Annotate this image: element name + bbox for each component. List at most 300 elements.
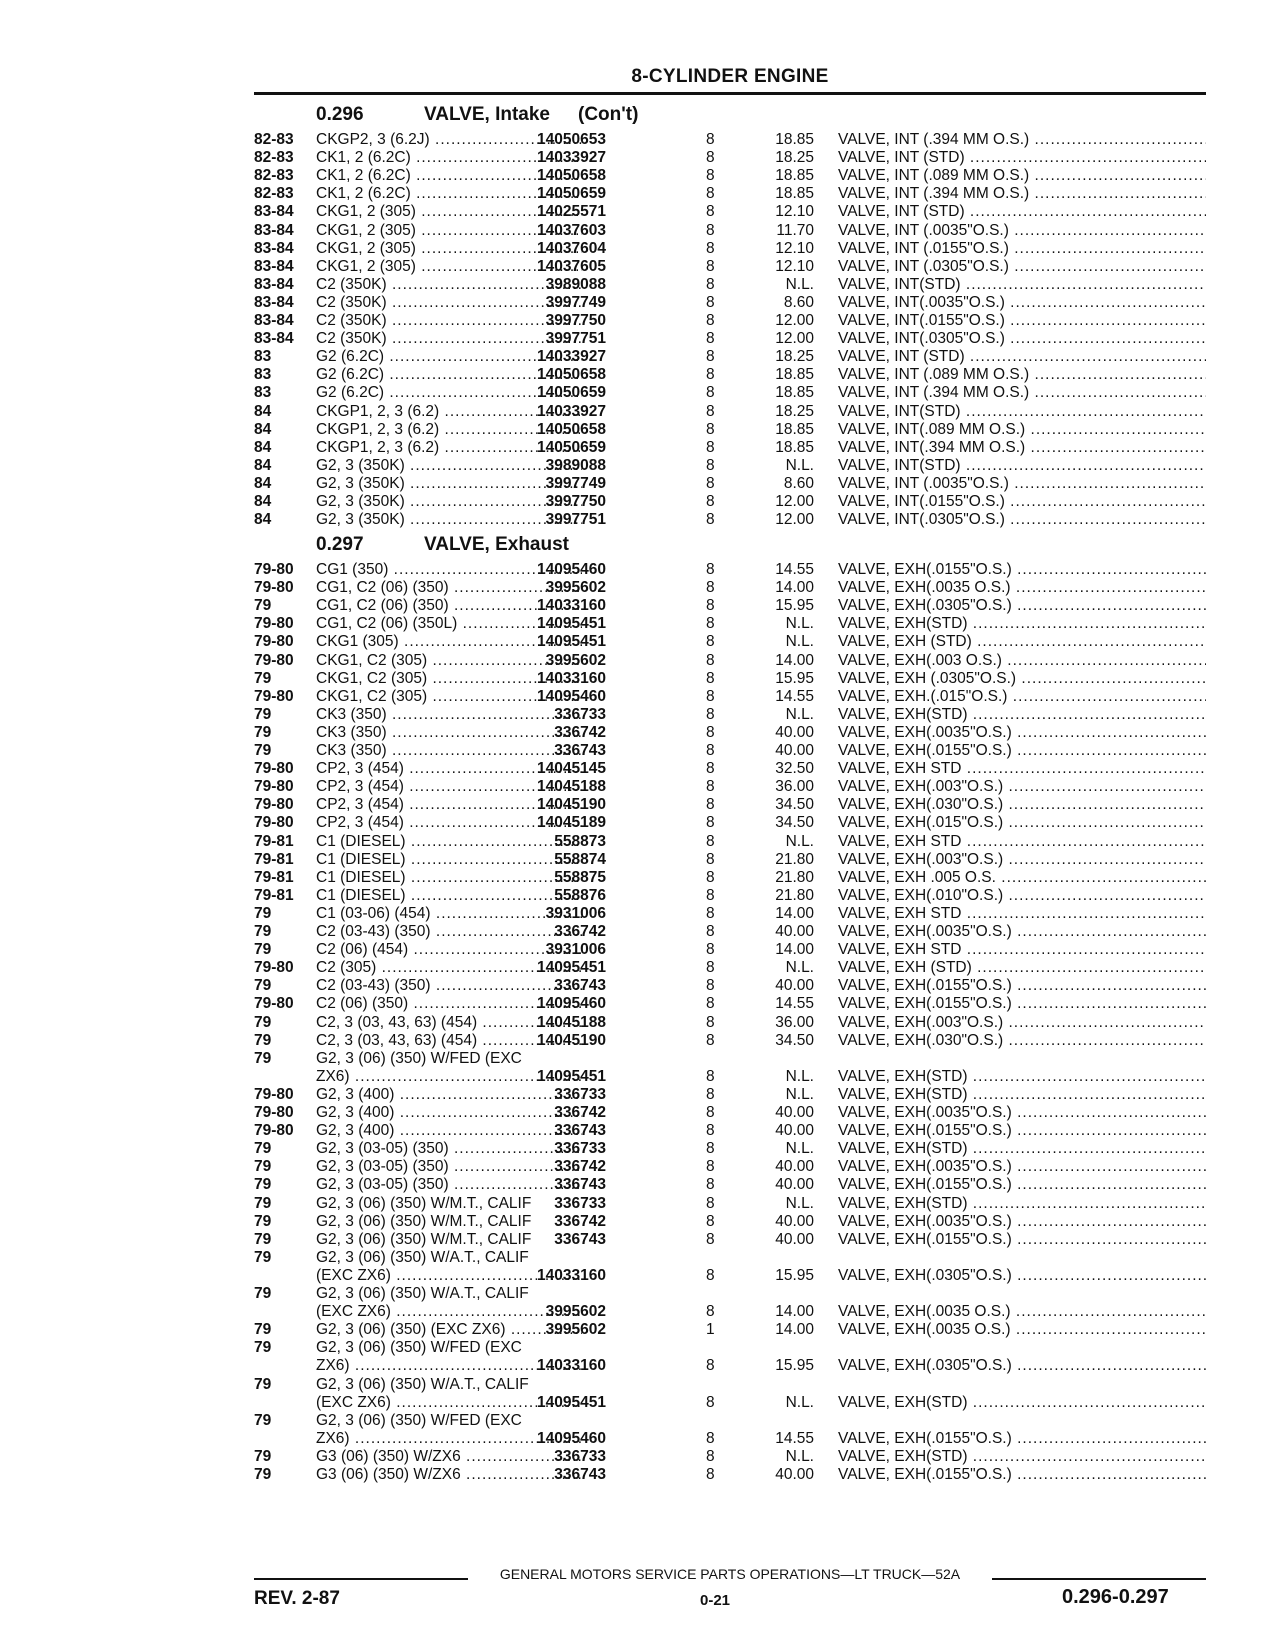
model-cell: C2 (350K) ..... [316,276,582,294]
table-row [254,403,1206,421]
quantity-cell: 8 [706,814,715,832]
year-cell: 79-80 [254,633,294,651]
price-cell: 18.25 [775,149,814,167]
quantity-cell: 8 [706,1212,715,1230]
model-cell: C2 (305) ..... [316,959,582,977]
year-cell: 79 [254,705,272,723]
part-number-cell: 3989088 [545,275,606,293]
price-cell: 21.80 [775,886,814,904]
table-row [254,1213,1206,1231]
quantity-cell: 8 [706,579,715,597]
description-cell: VALVE, EXH(.0155"O.S.) ..... [838,742,1206,760]
quantity-cell: 8 [706,778,715,796]
table-row [254,1412,1206,1430]
part-number-cell: 3931006 [545,941,606,959]
table-row [254,384,1206,402]
quantity-cell: 8 [706,456,715,474]
description-cell: VALVE, EXH(.030"O.S.) ..... [838,1032,1206,1050]
table-row [254,724,1206,742]
table-row [254,1285,1206,1303]
model-cell: ZX6) ..... [316,1430,582,1448]
quantity-cell: 8 [706,1104,715,1121]
description-cell: VALVE, EXH STD ..... [838,760,1206,778]
description-cell: VALVE, EXH(STD) ..... [838,1195,1206,1213]
table-row [254,511,1206,529]
year-cell: 79 [254,1140,272,1158]
quantity-cell: 8 [706,293,715,311]
part-number-cell: 336743 [554,977,606,995]
year-cell: 79 [254,669,272,687]
price-cell: 12.10 [775,203,814,221]
price-cell: N.L. [785,1447,814,1465]
model-cell: G2, 3 (400) ..... [316,1104,582,1122]
model-cell: C1 (DIESEL) ..... [316,869,582,887]
table-row [254,1448,1206,1466]
description-cell: VALVE, EXH(.030"O.S.) ..... [838,796,1206,814]
quantity-cell: 8 [706,167,715,185]
part-number-cell: 14033160 [537,1357,606,1375]
quantity-cell: 1 [706,1321,715,1339]
table-row [254,1249,1206,1267]
year-cell: 79 [254,904,272,922]
part-number-cell: 336743 [554,1176,606,1194]
part-number-cell: 14045189 [537,814,606,832]
year-cell: 83-84 [254,221,294,239]
price-cell: 12.10 [775,257,814,275]
model-cell: CKG1, 2 (305) ..... [316,203,582,221]
model-cell: C1 (DIESEL) ..... [316,851,582,869]
price-cell: 12.00 [775,511,814,529]
table-row [254,887,1206,905]
price-cell: 14.00 [775,579,814,597]
part-number-cell: 3997749 [545,474,606,492]
price-cell: 18.85 [775,366,814,384]
model-cell: C2 (03-43) (350) ..... [316,977,582,995]
price-cell: 14.00 [775,1303,814,1321]
model-cell: CKGP1, 2, 3 (6.2) ..... [316,403,582,421]
quantity-cell: 8 [706,760,715,778]
section-title [316,534,569,556]
section-title [316,104,638,126]
description-cell: VALVE, INT(STD) ..... [838,457,1206,475]
year-cell: 79 [254,1176,272,1194]
table-row [254,258,1206,276]
description-cell: VALVE, EXH(STD) ..... [838,1448,1206,1466]
year-cell: 84 [254,474,272,492]
model-cell: C2, 3 (03, 43, 63) (454) ..... [316,1014,582,1032]
description-cell: VALVE, INT (.0305"O.S.) ..... [838,258,1206,276]
table-row [254,493,1206,511]
part-number-cell: 558875 [554,868,606,886]
quantity-cell: 8 [706,669,715,687]
part-number-cell: 336743 [554,1466,606,1483]
table-row [254,923,1206,941]
year-cell: 79 [254,1285,272,1302]
table-row [254,869,1206,887]
quantity-cell: 8 [706,633,715,651]
part-number-cell: 14037605 [537,257,606,275]
price-cell: 18.85 [775,185,814,203]
model-cell: G2, 3 (06) (350) W/M.T., CALIF [316,1194,532,1212]
year-cell: 79-80 [254,615,294,633]
footer-rule-left [254,1578,468,1580]
year-cell: 79-80 [254,651,294,669]
description-cell: VALVE, EXH(.015"O.S.) ..... [838,814,1206,832]
quantity-cell: 8 [706,868,715,886]
table-row [254,276,1206,294]
table-row [254,977,1206,995]
header-rule [254,92,1206,95]
table-row [254,1339,1206,1357]
description-cell: VALVE, EXH(.0155"O.S.) ..... [838,1430,1206,1448]
model-cell: CK3 (350) ..... [316,706,582,724]
model-cell: G2, 3 (03-05) (350) ..... [316,1140,582,1158]
table-row [254,149,1206,167]
section-name: VALVE, Exhaust [424,534,569,555]
description-cell: VALVE, EXH(.003"O.S.) ..... [838,778,1206,796]
part-number-cell: 3989088 [545,456,606,474]
part-number-cell: 14045188 [537,778,606,796]
table-row [254,1122,1206,1140]
year-cell: 82-83 [254,167,294,185]
quantity-cell: 8 [706,511,715,529]
year-cell: 79 [254,1194,272,1212]
part-number-cell: 14095451 [537,615,606,633]
model-cell: CKG1 (305) ..... [316,633,582,651]
price-cell: 18.85 [775,420,814,438]
model-cell: CKG1, C2 (305) ..... [316,670,582,688]
quantity-cell: 8 [706,687,715,705]
model-cell: C2 (03-43) (350) ..... [316,923,582,941]
part-number-cell: 336733 [554,705,606,723]
price-cell: 8.60 [783,293,814,311]
quantity-cell: 8 [706,131,715,148]
model-cell: ZX6) ..... [316,1357,582,1375]
price-cell: 18.25 [775,402,814,420]
table-row [254,1140,1206,1158]
description-cell: VALVE, INT (STD) ..... [838,203,1206,221]
quantity-cell: 8 [706,886,715,904]
table-row [254,1158,1206,1176]
table-row [254,814,1206,832]
quantity-cell: 8 [706,239,715,257]
model-cell: G2, 3 (06) (350) W/A.T., CALIF [316,1248,529,1266]
price-cell: 40.00 [775,1104,814,1121]
price-cell: 18.25 [775,348,814,366]
footer-rule-right [992,1578,1206,1580]
part-number-cell: 14033927 [537,348,606,366]
price-cell: 11.70 [776,221,814,239]
price-cell: 15.95 [775,669,814,687]
year-cell: 83-84 [254,257,294,275]
price-cell: 34.50 [775,814,814,832]
model-cell: G2, 3 (06) (350) W/M.T., CALIF [316,1212,532,1230]
description-cell: VALVE, INT (STD) ..... [838,149,1206,167]
year-cell: 79 [254,1411,272,1429]
model-cell: CKG1, 2 (305) ..... [316,240,582,258]
description-cell: VALVE, INT(.394 MM O.S.) ..... [838,439,1206,457]
table-row [254,167,1206,185]
part-number-cell: 14045190 [537,796,606,814]
price-cell: N.L. [785,1085,814,1103]
year-cell: 83-84 [254,312,294,329]
description-cell: VALVE, EXH(.0035 O.S.) ..... [838,1321,1206,1339]
year-cell: 79 [254,941,272,959]
quantity-cell: 8 [706,1230,715,1248]
price-cell: 12.10 [775,239,814,257]
table-row [254,1430,1206,1448]
quantity-cell: 8 [706,257,715,275]
quantity-cell: 8 [706,995,715,1013]
table-row [254,796,1206,814]
model-cell: ZX6) ..... [316,1068,582,1086]
description-cell: VALVE, INT (.394 MM O.S.) ..... [838,384,1206,402]
part-number-cell: 558873 [554,832,606,850]
table-row [254,1195,1206,1213]
year-cell: 84 [254,456,272,474]
description-cell: VALVE, EXH STD ..... [838,905,1206,923]
part-number-cell: 14095460 [537,995,606,1013]
year-cell: 83 [254,384,272,402]
price-cell: 40.00 [775,923,814,940]
part-number-cell: 14095460 [537,1429,606,1447]
model-cell: C2, 3 (03, 43, 63) (454) ..... [316,1032,582,1050]
table-row [254,1466,1206,1484]
year-cell: 83 [254,366,272,384]
model-cell: (EXC ZX6) ..... [316,1303,582,1321]
price-cell: N.L. [785,959,814,977]
model-cell: CK1, 2 (6.2C) ..... [316,167,582,185]
quantity-cell: 8 [706,1122,715,1140]
part-number-cell: 336742 [554,1212,606,1230]
part-number-cell: 558876 [554,886,606,904]
description-cell: VALVE, EXH(.0035"O.S.) ..... [838,923,1206,941]
quantity-cell: 8 [706,1013,715,1031]
part-number-cell: 336742 [554,1104,606,1121]
part-number-cell: 3995602 [545,579,606,597]
price-cell: 21.80 [775,868,814,886]
price-cell: 40.00 [775,1230,814,1248]
table-row [254,941,1206,959]
description-cell: VALVE, EXH(STD) ..... [838,615,1206,633]
year-cell: 79 [254,1158,272,1176]
model-cell: CK3 (350) ..... [316,742,582,760]
table-row [254,652,1206,670]
description-cell: VALVE, EXH(.0035"O.S.) ..... [838,724,1206,742]
description-cell: VALVE, EXH(.0155"O.S.) ..... [838,1122,1206,1140]
table-row [254,778,1206,796]
quantity-cell: 8 [706,1031,715,1049]
year-cell: 79-81 [254,832,294,850]
part-number-cell: 14045188 [537,1013,606,1031]
quantity-cell: 8 [706,149,715,167]
table-row [254,131,1206,149]
model-cell: G2, 3 (350K) ..... [316,511,582,529]
year-cell: 79-80 [254,760,294,778]
part-number-cell: 558874 [554,850,606,868]
year-cell: 83-84 [254,239,294,257]
part-number-cell: 3997751 [545,330,606,348]
footer-center-text: GENERAL MOTORS SERVICE PARTS OPERATIONS—LT TRUCK—52A [499,1566,961,1582]
price-cell: 14.00 [775,651,814,669]
year-cell: 79 [254,742,272,759]
quantity-cell: 8 [706,742,715,759]
table-row [254,1014,1206,1032]
continued-label: (Con't) [578,104,639,125]
part-number-cell: 14033160 [537,669,606,687]
year-cell: 84 [254,493,272,510]
table-row [254,742,1206,760]
model-cell: CK1, 2 (6.2C) ..... [316,149,582,167]
price-cell: N.L. [785,705,814,723]
table-row [254,185,1206,203]
model-cell: CP2, 3 (454) ..... [316,760,582,778]
year-cell: 79-80 [254,995,294,1013]
section-range: 0.296-0.297 [1062,1586,1169,1608]
description-cell: VALVE, EXH(.003"O.S.) ..... [838,851,1206,869]
description-cell: VALVE, INT (.0035"O.S.) ..... [838,222,1206,240]
quantity-cell: 8 [706,1176,715,1194]
part-number-cell: 14050659 [537,438,606,456]
table-row [254,203,1206,221]
year-cell: 83-84 [254,330,294,348]
description-cell: VALVE, INT(.0305"O.S.) ..... [838,511,1206,529]
year-cell: 79-81 [254,850,294,868]
price-cell: N.L. [785,1194,814,1212]
quantity-cell: 8 [706,185,715,203]
price-cell: 18.85 [775,167,814,185]
part-number-cell: 14033927 [537,149,606,167]
description-cell: VALVE, INT (.0155"O.S.) ..... [838,240,1206,258]
model-cell: CKGP2, 3 (6.2J) ..... [316,131,582,149]
year-cell: 79-80 [254,778,294,796]
description-cell: VALVE, EXH(.0155"O.S.) ..... [838,561,1206,579]
year-cell: 79-80 [254,814,294,832]
model-cell: CP2, 3 (454) ..... [316,814,582,832]
part-number-cell: 14037604 [537,239,606,257]
table-row [254,851,1206,869]
model-cell: G2, 3 (06) (350) W/A.T., CALIF [316,1285,529,1302]
table-row [254,1376,1206,1394]
price-cell: 40.00 [775,1176,814,1194]
model-cell: CKG1, 2 (305) ..... [316,258,582,276]
price-cell: 14.00 [775,904,814,922]
part-number-cell: 336733 [554,1085,606,1103]
year-cell: 79 [254,1447,272,1465]
year-cell: 79 [254,1375,272,1393]
part-number-cell: 3997751 [545,511,606,529]
part-number-cell: 3995602 [545,1321,606,1339]
model-cell: G2 (6.2C) ..... [316,348,582,366]
description-cell: VALVE, EXH(.010"O.S.) ..... [838,887,1206,905]
part-number-cell: 14095451 [537,1067,606,1085]
model-cell: G2, 3 (06) (350) W/FED (EXC [316,1411,522,1429]
quantity-cell: 8 [706,850,715,868]
part-number-cell: 336743 [554,1122,606,1140]
year-cell: 79 [254,1049,272,1067]
section-number: 0.296 [316,104,364,125]
description-cell: VALVE, EXH(.0155"O.S.) ..... [838,1176,1206,1194]
model-cell: G2, 3 (350K) ..... [316,475,582,493]
table-row [254,1303,1206,1321]
description-cell: VALVE, EXH(.0035"O.S.) ..... [838,1104,1206,1122]
table-row [254,330,1206,348]
table-row [254,439,1206,457]
table-row [254,959,1206,977]
quantity-cell: 8 [706,402,715,420]
model-cell: C2 (06) (350) ..... [316,995,582,1013]
description-cell: VALVE, EXH(.0155"O.S.) ..... [838,995,1206,1013]
model-cell: G2, 3 (06) (350) W/FED (EXC [316,1339,522,1357]
table-row [254,312,1206,330]
model-cell: C2 (350K) ..... [316,294,582,312]
quantity-cell: 8 [706,1067,715,1085]
price-cell: 40.00 [775,1466,814,1483]
quantity-cell: 8 [706,1466,715,1483]
price-cell: N.L. [785,615,814,633]
quantity-cell: 8 [706,1393,715,1411]
quantity-cell: 8 [706,330,715,348]
year-cell: 79-80 [254,1104,294,1121]
model-cell: CK3 (350) ..... [316,724,582,742]
year-cell: 79 [254,1031,272,1049]
price-cell: N.L. [785,275,814,293]
year-cell: 79 [254,723,272,741]
price-cell: 40.00 [775,1212,814,1230]
model-cell: G2, 3 (03-05) (350) ..... [316,1176,582,1194]
description-cell: VALVE, INT (STD) ..... [838,348,1206,366]
table-row [254,240,1206,258]
model-cell: G2, 3 (400) ..... [316,1086,582,1104]
quantity-cell: 8 [706,384,715,402]
quantity-cell: 8 [706,221,715,239]
part-number-cell: 336733 [554,1447,606,1465]
description-cell: VALVE, EXH(.0155"O.S.) ..... [838,1466,1206,1484]
table-row [254,1231,1206,1249]
description-cell: VALVE, INT (.394 MM O.S.) ..... [838,131,1206,149]
model-cell: CKG1, C2 (305) ..... [316,652,582,670]
quantity-cell: 8 [706,959,715,977]
quantity-cell: 8 [706,615,715,633]
year-cell: 79-80 [254,959,294,977]
description-cell: VALVE, EXH(.003 O.S.) ..... [838,652,1206,670]
price-cell: 18.85 [775,438,814,456]
price-cell: 14.00 [775,1321,814,1339]
page-header: 8-CYLINDER ENGINE [631,66,829,87]
model-cell: C2 (06) (454) ..... [316,941,582,959]
part-number-cell: 3995602 [545,651,606,669]
model-cell: G2, 3 (06) (350) W/FED (EXC [316,1049,522,1067]
year-cell: 79 [254,1013,272,1031]
part-number-cell: 14050658 [537,420,606,438]
year-cell: 79 [254,977,272,995]
model-cell: CKGP1, 2, 3 (6.2) ..... [316,439,582,457]
price-cell: 15.95 [775,1357,814,1375]
part-number-cell: 14050658 [537,167,606,185]
model-cell: G2 (6.2C) ..... [316,366,582,384]
year-cell: 82-83 [254,185,294,203]
table-row [254,905,1206,923]
part-number-cell: 336733 [554,1140,606,1158]
model-cell: C2 (350K) ..... [316,312,582,330]
quantity-cell: 8 [706,651,715,669]
model-cell: G2, 3 (400) ..... [316,1122,582,1140]
table-row [254,561,1206,579]
model-cell: CG1, C2 (06) (350) ..... [316,579,582,597]
model-cell: (EXC ZX6) ..... [316,1394,582,1412]
description-cell: VALVE, EXH .005 O.S. ..... [838,869,1206,887]
table-row [254,1068,1206,1086]
